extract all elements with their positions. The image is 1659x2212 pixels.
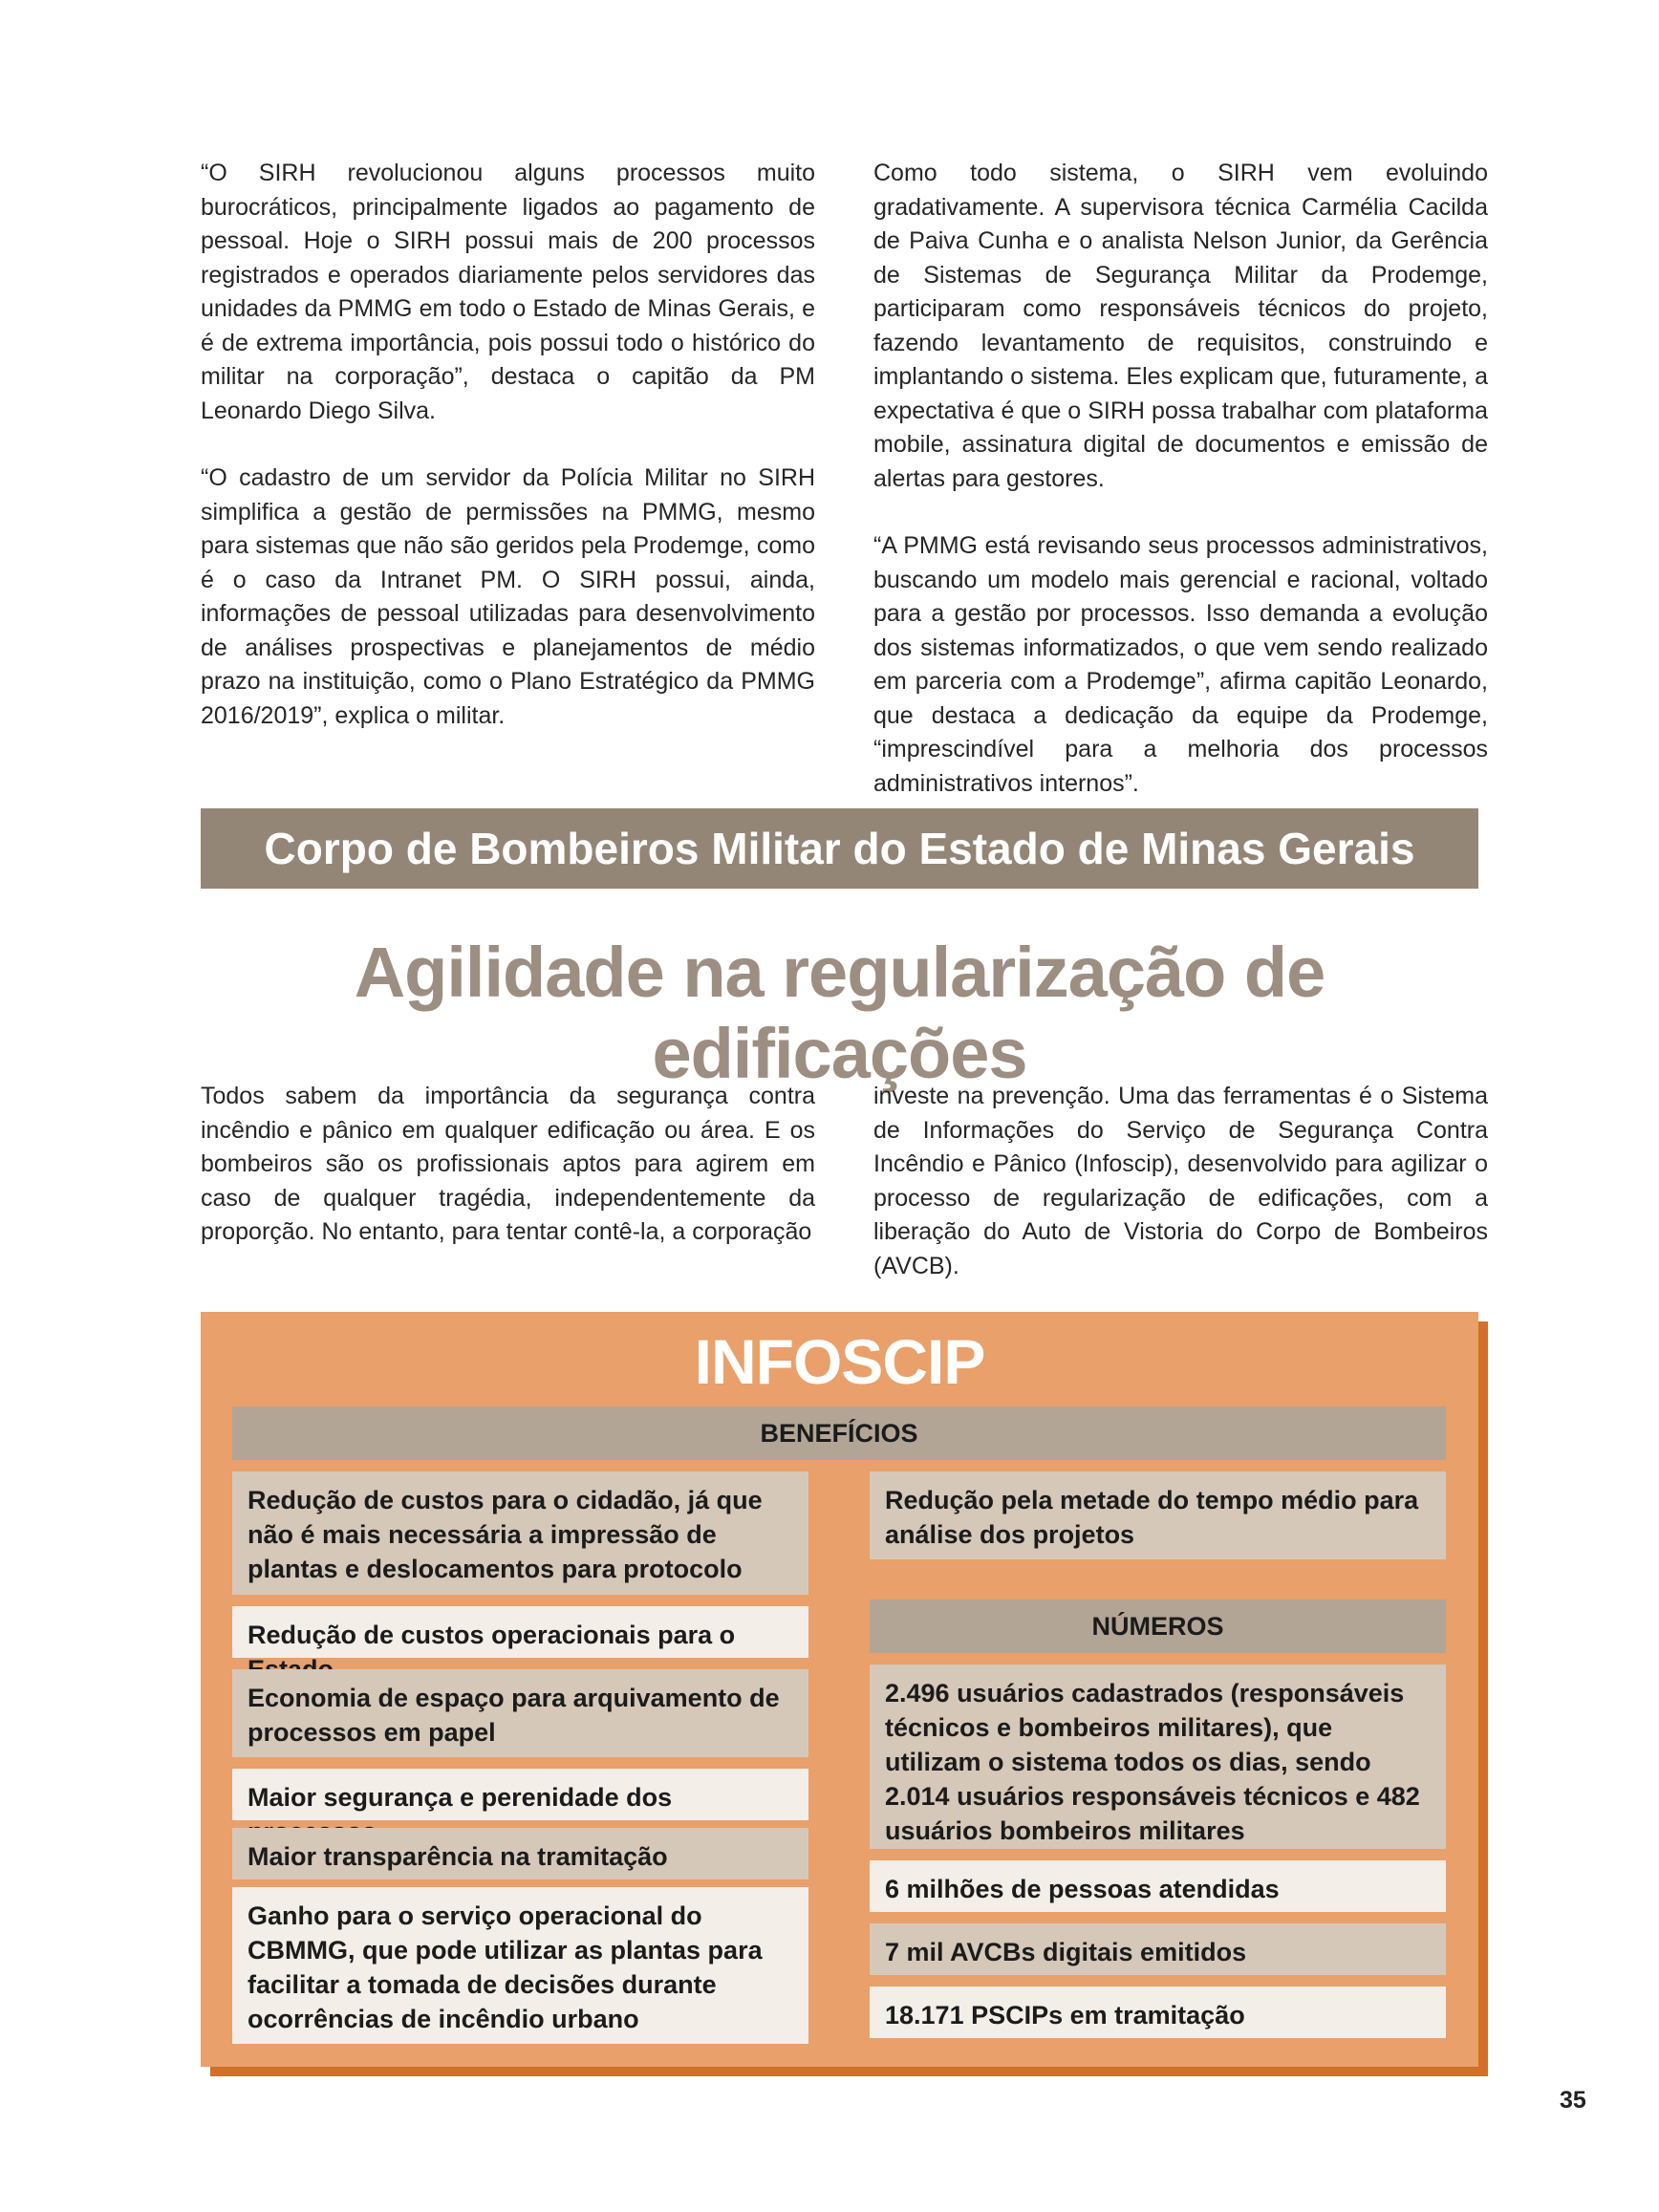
benefit-item: Ganho para o serviço operacional do CBMMG, que pode utilizar as plantas para facilitar a tomada de decisões durante ocorrências de incêndio urbano: [232, 1887, 808, 2044]
numeros-header: [870, 1600, 1446, 1653]
number-item: 7 mil AVCBs digitais emitidos: [870, 1923, 1446, 1975]
numeros-header-label: NÚMEROS: [1091, 1612, 1224, 1641]
article-column-top-right: [873, 157, 1488, 801]
benefit-item: Maior segurança e perenidade dos: [232, 1769, 808, 1820]
article-column-intro-right: [873, 1080, 1488, 1283]
benefit-item: Redução pela metade do tempo médio para análise dos projetos: [870, 1471, 1446, 1559]
benefit-item: Maior transparência na tramitação: [232, 1828, 808, 1879]
beneficios-header: [232, 1407, 1446, 1460]
article-column-top-left: [201, 157, 815, 733]
page-number: 35: [1560, 2087, 1586, 2114]
infoscip-panel: [201, 1312, 1478, 2067]
article-column-intro-left: [201, 1080, 815, 1250]
benefit-item: Redução de custos operacionais para o: [232, 1606, 808, 1658]
paragraph: “A PMMG está revisando seus processos administrativos, buscando um modelo mais gerencial e racional, voltado para a gestão por processos. Isso demanda a evolução dos sistemas informatizados, o que vem sendo realizado em parceria com a Prodemge”, afirma capitão Leonardo, que destaca a dedicação da equipe da Prodemge, “imprescindível para a melhoria dos processos administrativos internos”.: [873, 532, 1488, 797]
paragraph: “O cadastro de um servidor da Polícia Militar no SIRH simplifica a gestão de permissões na PMMG, mesmo para sistemas que não são geridos pela Prodemge, como é o caso da Intranet PM. O SIRH possui, ainda, informações de pessoal utilizadas para desenvolvimento de análises prospectivas e planejamentos de médio prazo na instituição, como o Plano Estratégico da PMMG 2016/2019”, explica o militar.: [201, 464, 815, 729]
section-title: Corpo de Bombeiros Militar do Estado de Minas Gerais: [264, 824, 1415, 873]
beneficios-header-label: BENEFÍCIOS: [760, 1419, 918, 1448]
paragraph: Como todo sistema, o SIRH vem evoluindo gradativamente. A supervisora técnica Carmélia Cacilda de Paiva Cunha e o analista Nelson Junior, da Gerência de Sistemas de Segurança Militar da Prodemge, participaram como responsáveis técnicos do projeto, fazendo levantamento de requisitos, construindo e implantando o sistema. Eles explicam que, futuramente, a expectativa é que o SIRH possa trabalhar com plataforma mobile, assinatura digital de documentos e emissão de alertas para gestores.: [873, 160, 1488, 492]
paragraph: investe na prevenção. Uma das ferramentas é o Sistema de Informações do Serviço de Segurança Contra Incêndio e Pânico (Infoscip), desenvolvido para agilizar o processo de regularização de edificações, com a liberação do Auto de Vistoria do Corpo de Bombeiros (AVCB).: [873, 1083, 1488, 1279]
paragraph: “O SIRH revolucionou alguns processos muito burocráticos, principalmente ligados ao pagamento de pessoal. Hoje o SIRH possui mais de 200 processos registrados e operados diariamente pelos servidores das unidades da PMMG em todo o Estado de Minas Gerais, e é de extrema importância, pois possui todo o histórico do militar na corporação”, destaca o capitão da PM Leonardo Diego Silva.: [201, 160, 815, 424]
number-item: 2.496 usuários cadastrados (responsáveis técnicos e bombeiros militares), que utilizam o sistema todos os dias, sendo 2.014 usuários responsáveis técnicos e 482 usuários bombeiros militares: [870, 1664, 1446, 1849]
benefit-item: Economia de espaço para arquivamento de processos em papel: [232, 1669, 808, 1757]
benefit-item: Redução de custos para o cidadão, já que não é mais necessária a impressão de plantas e deslocamentos para protocolo: [232, 1471, 808, 1595]
article-headline: Agilidade na regularização de edificações: [354, 933, 1325, 1093]
number-item: 6 milhões de pessoas atendidas: [870, 1860, 1446, 1912]
section-title-bar: [201, 808, 1478, 889]
paragraph: Todos sabem da importância da segurança contra incêndio e pânico em qualquer edificação ou área. E os bombeiros são os profissionais aptos para agirem em caso de qualquer tragédia, independentemente da proporção. No entanto, para tentar contê-la, a corporação: [201, 1083, 815, 1245]
infoscip-title: INFOSCIP: [694, 1326, 985, 1397]
number-item: 18.171 PSCIPs em tramitação: [870, 1987, 1446, 2038]
